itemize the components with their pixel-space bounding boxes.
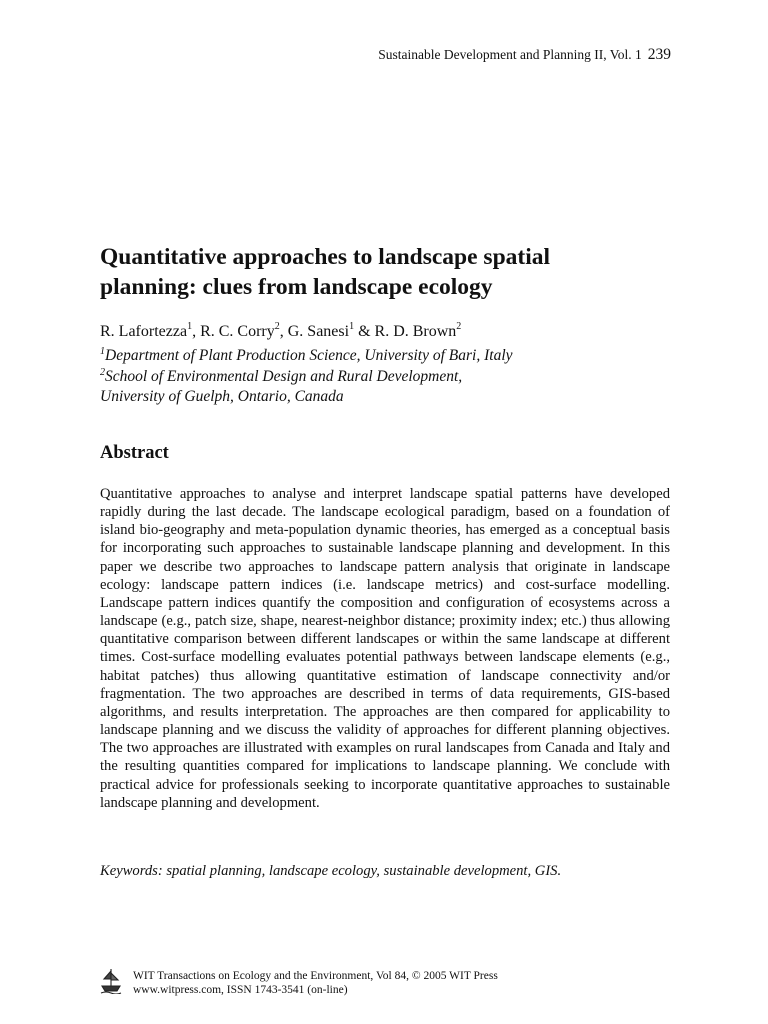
author-list bbox=[100, 322, 700, 342]
paper-title bbox=[100, 242, 680, 302]
author-name: G. Sanesi bbox=[287, 323, 350, 340]
title-line-1: Quantitative approaches to landscape spatial bbox=[100, 244, 551, 270]
affiliation-mark: 2 bbox=[100, 367, 105, 378]
author-separator: , bbox=[279, 323, 288, 340]
affiliation-2-continued bbox=[100, 387, 700, 407]
abstract-heading: Abstract bbox=[100, 443, 169, 463]
abstract-body: Quantitative approaches to analyse and interpret landscape spatial patterns have developed rapidly during the last decade. The landscape ecological paradigm, based on a foundation of island bio-geography and meta-population dynamic theories, has emerged as a conceptual basis for incorporating such approaches to sustainable landscape planning and development. In this paper we describe two approaches to landscape pattern analysis that originate in landscape ecology: landscape pattern indices (i.e. landscape metrics) and cost-surface modelling. Landscape pattern indices quantify the composition and configuration of ecosystems across a landscape (e.g., patch size, shape, nearest-neighbor distance; proximity index; etc.) thus allowing quantitative comparison between different landscapes or within the same landscape at different times. Cost-surface modelling evaluates potential pathways between landscape elements (e.g., habitat patches) thus allowing quantitative estimation of landscape connectivity and/or fragmentation. The two approaches are described in terms of data requirements, GIS-based algorithms, and results interpretation. The approaches are then compared for applicability to landscape planning and we discuss the validity of approaches for different planning objectives. The two approaches are illustrated with examples on rural landscapes from Canada and Italy and the resulting quantities compared for implications to landscape planning. We conclude with practical advice for professionals seeking to incorporate quantitative approaches to sustainable landscape planning and development. bbox=[100, 486, 670, 811]
author-separator: , bbox=[192, 323, 201, 340]
title-line-2: planning: clues from landscape ecology bbox=[100, 274, 493, 300]
author-name: R. Lafortezza bbox=[100, 323, 188, 340]
journal-name: Sustainable Development and Planning II, Vol. 1 bbox=[378, 47, 642, 62]
affiliation-text: University of Guelph, Ontario, Canada bbox=[100, 388, 344, 405]
affiliation-1 bbox=[100, 346, 700, 366]
affiliation-text: Department of Plant Production Science, University of Bari, Italy bbox=[105, 347, 513, 364]
footer-line-1: WIT Transactions on Ecology and the Environment, Vol 84, © 2005 WIT Press bbox=[133, 970, 498, 982]
footer-line-2: www.witpress.com, ISSN 1743-3541 (on-line) bbox=[133, 984, 348, 996]
wit-press-ship-logo-icon bbox=[100, 968, 122, 994]
affiliation-mark: 2 bbox=[274, 321, 280, 332]
affiliation-mark: 1 bbox=[349, 321, 355, 332]
page-number: 239 bbox=[647, 46, 671, 63]
running-header bbox=[378, 46, 671, 64]
footer-copyright bbox=[133, 969, 498, 997]
affiliation-mark: 2 bbox=[456, 321, 462, 332]
affiliation-2 bbox=[100, 367, 700, 387]
keywords: Keywords: spatial planning, landscape ecology, sustainable development, GIS. bbox=[100, 863, 562, 879]
affiliation-text: School of Environmental Design and Rural Development, bbox=[105, 368, 463, 385]
affiliation-mark: 1 bbox=[100, 346, 105, 357]
author-name: R. D. Brown bbox=[374, 323, 457, 340]
author-separator: & bbox=[354, 323, 375, 340]
author-name: R. C. Corry bbox=[200, 323, 275, 340]
affiliation-mark: 1 bbox=[187, 321, 193, 332]
